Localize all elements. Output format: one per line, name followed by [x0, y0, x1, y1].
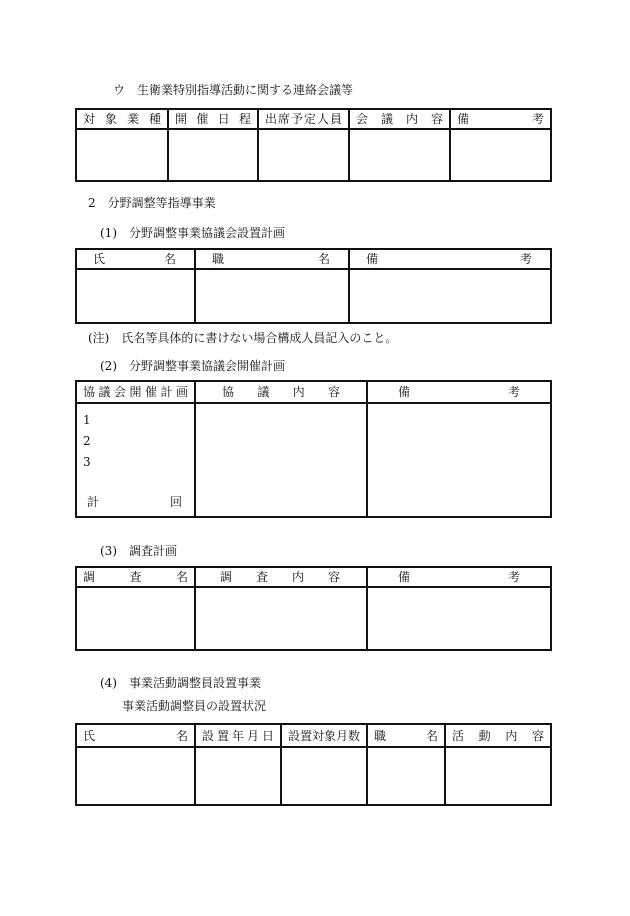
table-cell: [367, 403, 551, 517]
header-label: 設置対象月数: [288, 728, 361, 743]
header-cell: [168, 109, 258, 129]
header-cell: [195, 567, 367, 587]
header-cell: [349, 109, 450, 129]
table-header-row: [76, 567, 551, 587]
table-row: [76, 587, 551, 650]
table-row: [76, 269, 551, 323]
table-cell: [76, 587, 195, 650]
table-row: [76, 747, 551, 805]
header-cell: [367, 567, 551, 587]
table-cell: [76, 269, 195, 323]
table-header-row: [76, 724, 551, 747]
header-label: 対象業種: [83, 112, 161, 126]
header-cell: [367, 724, 445, 747]
header-cell: [367, 381, 551, 403]
table-cell: [450, 129, 551, 181]
header-cell: [450, 109, 551, 129]
table-cell: [195, 587, 367, 650]
header-label: 出席予定人員: [265, 112, 342, 126]
header-label: 開催日程: [175, 112, 251, 126]
sub1-title: (1) 分野調整事業協議会設置計画: [100, 226, 285, 240]
header-cell: [258, 109, 349, 129]
header-cell: [76, 724, 195, 747]
row-number: 2: [83, 434, 91, 448]
header-label: 氏 名: [83, 728, 188, 743]
table-cell: [367, 747, 445, 805]
total-count-label: 計 回: [87, 495, 182, 509]
header-label: 備 考: [398, 570, 520, 584]
table-header-row: [76, 109, 551, 129]
header-label: 備 考: [398, 385, 520, 399]
survey-plan-table: [75, 566, 552, 651]
table-cell: [195, 747, 281, 805]
sub1-note: (注) 氏名等具体的に書けない場合構成人員記入のこと。: [88, 331, 398, 345]
coordinator-table: [75, 723, 552, 806]
header-cell: [76, 567, 195, 587]
table-cell: [349, 269, 551, 323]
header-cell: [76, 381, 195, 403]
sub4-subtitle: 事業活動調整員の設置状況: [122, 699, 267, 713]
header-cell: [445, 724, 551, 747]
section-u-title: ウ 生衛業特別指導活動に関する連絡会議等: [113, 83, 354, 97]
header-cell: [76, 249, 195, 269]
row-number: 1: [83, 413, 91, 427]
table-cell: [76, 129, 168, 181]
header-label: 職 名: [212, 252, 330, 266]
table-row: [76, 403, 551, 517]
sub2-title: (2) 分野調整事業協議会開催計画: [100, 359, 285, 373]
section-2-title: 2 分野調整等指導事業: [88, 196, 216, 210]
table-cell: [195, 269, 349, 323]
header-label: 氏 名: [93, 252, 176, 266]
table-cell: [445, 747, 551, 805]
table-row: [76, 129, 551, 181]
header-label: 調 査 名: [83, 570, 188, 584]
table-cell: [195, 403, 367, 517]
table-header-row: [76, 381, 551, 403]
header-cell: [349, 249, 551, 269]
sub3-title: (3) 調査計画: [100, 544, 177, 558]
table-cell: [367, 587, 551, 650]
header-cell: [195, 724, 281, 747]
row-number: 3: [83, 455, 91, 469]
header-label: 備 考: [457, 112, 544, 126]
header-label: 職 名: [374, 728, 438, 743]
council-meeting-table: [75, 380, 552, 518]
header-cell: [195, 249, 349, 269]
meeting-plan-cell: [76, 403, 195, 517]
header-cell: [195, 381, 367, 403]
table-cell: [168, 129, 258, 181]
header-label: 協議会開催計画: [83, 385, 188, 399]
table-header-row: [76, 249, 551, 269]
header-label: 会議内容: [356, 112, 443, 126]
header-cell: [281, 724, 367, 747]
header-label: 設置年月日: [202, 728, 274, 743]
header-label: 備 考: [366, 252, 532, 266]
header-label: 協 議 内 容: [222, 385, 340, 399]
liaison-meeting-table: [75, 108, 552, 182]
table-cell: [281, 747, 367, 805]
table-cell: [258, 129, 349, 181]
header-cell: [76, 109, 168, 129]
sub4-title: (4) 事業活動調整員設置事業: [100, 676, 261, 690]
table-cell: [76, 747, 195, 805]
council-setup-table: [75, 248, 552, 324]
header-label: 活動内容: [452, 728, 544, 743]
header-label: 調 査 内 容: [220, 570, 340, 584]
table-cell: [349, 129, 450, 181]
